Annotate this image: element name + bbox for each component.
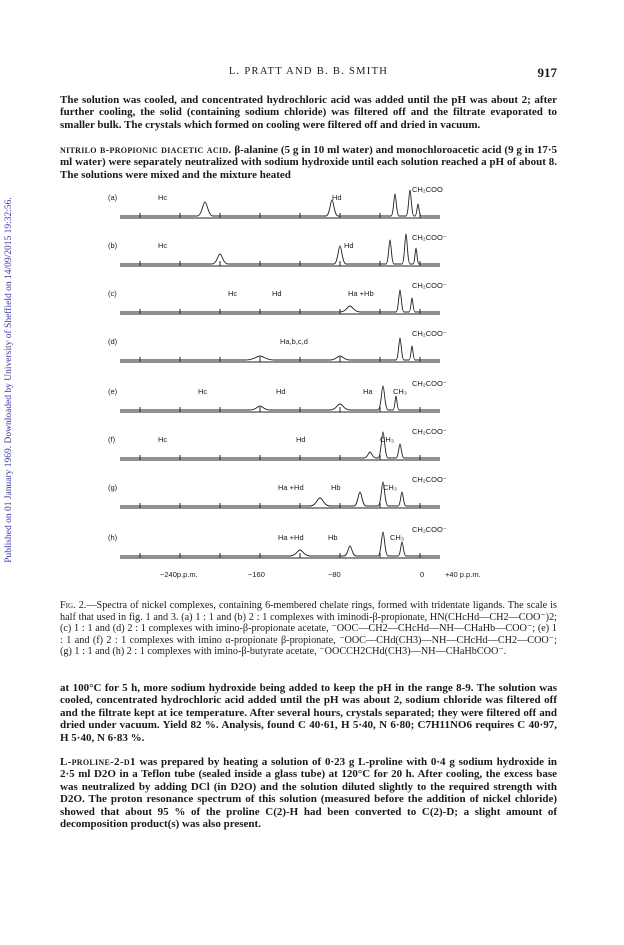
peak-label: Hb	[328, 533, 338, 542]
caption-label: Fig. 2.	[60, 600, 87, 611]
spectrum-row	[108, 329, 447, 362]
peak-label: Ha	[363, 387, 373, 396]
peak-label: Ha +Hd	[278, 533, 304, 542]
scale-label: 0	[420, 570, 425, 579]
peak-label: CH₃	[390, 533, 404, 542]
scale-label: −80	[328, 570, 341, 579]
spectrum-row-label: (c)	[108, 289, 117, 298]
scale-label: +40 p.p.m.	[445, 570, 481, 579]
spectra-svg	[100, 180, 500, 580]
group-label: CH₂COO⁻	[412, 379, 447, 388]
spectrum-row-label: (a)	[108, 193, 118, 202]
spectrum-trace	[120, 190, 440, 216]
spectrum-row	[108, 233, 447, 266]
group-label: CH₂COO⁻	[412, 475, 447, 484]
peak-label: Hc	[158, 193, 168, 202]
spectrum-row	[108, 281, 447, 314]
peak-label: Hb	[331, 483, 341, 492]
peak-label: Ha +Hb	[348, 289, 374, 298]
paragraph-4-text: was prepared by heating a solution of 0·23 g L-proline with 0·4 g sodium hydroxide in 2·5 ml D2O in a Teflon tube (sealed inside a glass tube) at 120°C for 20 h. After cooling, the excess base was neutralized by adding DCl (in D2O) and the solution diluted slightly to the required strength with D2O. The proton resonance spectrum of this solution (measured before the addition of nickel chloride) showed that about 95 % of the proline C(2)-H had been converted to C(2)-D; a slight amount of decomposition product(s) was also present.	[60, 756, 557, 831]
scale-label: −160	[248, 570, 265, 579]
spectrum-row-label: (g)	[108, 483, 118, 492]
paragraph-3: at 100°C for 5 h, more sodium hydroxide being added to keep the pH in the range 8-9. The solution was cooled, concentrated hydrochloric acid added until the pH was about 2, sodium chloride was filtered off and the filtrate kept at ice temperature. After several hours, crystals separated; they were filtered off and dried under vacuum. Yield 82 %. Analysis, found C 40·61, H 5·40, N 6·80; C7H11NO6 requires C 40·97, H 5·40, N 6·83 %.	[60, 682, 557, 744]
group-label: CH₂COO⁻	[412, 281, 447, 290]
spectrum-row	[108, 475, 447, 508]
publication-sidebar	[2, 150, 16, 610]
spectrum-row-label: (f)	[108, 435, 116, 444]
peak-label: Ha +Hd	[278, 483, 304, 492]
spectrum-row	[108, 525, 447, 558]
spectrum-row-label: (e)	[108, 387, 118, 396]
peak-label: Hd	[272, 289, 282, 298]
spectrum-row-label: (d)	[108, 337, 118, 346]
spectrum-row-label: (h)	[108, 533, 118, 542]
scale-label: −240p.p.m.	[160, 570, 198, 579]
caption-text: —Spectra of nickel complexes, containing 6-membered chelate rings, formed with tridentate ligands. The scale is half that used in fig. 1 and 3. (a) 1 : 1 and (b) 2 : 1 complexes with iminodi-β-propionate, HN(CHcHd—CH2—COO⁻)2; (c) 1 : 1 and (d) 2 : 1 complexes with imino-β-propionate acetate, ⁻OOC—CH2—CHcHd—NH—CHaHb—COO⁻; (e) 1 : 1 and (f) 2 : 1 complexes with imino α-propionate β-propionate, ⁻OOC—CHd(CH3)—NH—CHcHd—CH2—COO⁻; (g) 1 : 1 and (h) 2 : 1 complexes with imino-β-butyrate acetate, ⁻OOCCH2CHd(CH3)—NH—CHaHbCOO⁻.	[60, 600, 557, 658]
running-head: L. PRATT AND B. B. SMITH	[228, 66, 389, 77]
group-label: CH₂COO	[412, 185, 443, 194]
page-header	[60, 66, 557, 82]
publication-notice: Published on 01 January 1969. Downloaded by University of Sheffield on 14/09/2015 19:32:56.	[4, 197, 14, 563]
group-label: CH₂COO⁻	[412, 329, 447, 338]
peak-label: CH₃	[393, 387, 407, 396]
paragraph-2	[60, 144, 557, 181]
group-label: CH₂COO⁻	[412, 525, 447, 534]
spectrum-row	[108, 379, 447, 412]
spectrum-row	[108, 427, 447, 460]
peak-label: Ha,b,c,d	[280, 337, 308, 346]
peak-label: Hc	[158, 435, 168, 444]
peak-label: Hc	[228, 289, 238, 298]
paragraph-4	[60, 756, 557, 830]
peak-label: CH₃	[383, 483, 397, 492]
group-label: CH₂COO⁻	[412, 233, 447, 242]
peak-label: Hd	[344, 241, 354, 250]
spectrum-row-label: (b)	[108, 241, 118, 250]
peak-label: CH₃	[380, 435, 394, 444]
group-label: CH₂COO⁻	[412, 427, 447, 436]
nmr-spectra-figure	[100, 180, 500, 580]
peak-label: Hc	[198, 387, 208, 396]
peak-label: Hd	[332, 193, 342, 202]
paragraph-1: The solution was cooled, and concentrated hydrochloric acid was added until the pH was about 2; after further cooling, the solid (containing sodium chloride) was filtered off and the filtrate evaporated to smaller bulk. The crystals which formed on cooling were filtered off and dried in vacuum.	[60, 94, 557, 131]
spectrum-trace	[120, 234, 440, 264]
peak-label: Hd	[276, 387, 286, 396]
section-lead-2: L-proline-2-d1	[60, 756, 136, 768]
section-lead: nitrilo β-propionic diacetic acid.	[60, 144, 232, 156]
figure-caption	[60, 600, 557, 658]
peak-label: Hd	[296, 435, 306, 444]
page-number: 917	[537, 65, 557, 80]
spectrum-row	[108, 185, 443, 218]
peak-label: Hc	[158, 241, 168, 250]
paragraph-2-text: β-alanine (5 g in 10 ml water) and monochloroacetic acid (9 g in 17·5 ml water) were separately neutralized with sodium hydroxide until each solution reached a pH of about 8. The solutions were mixed and the mixture heated	[60, 144, 557, 181]
